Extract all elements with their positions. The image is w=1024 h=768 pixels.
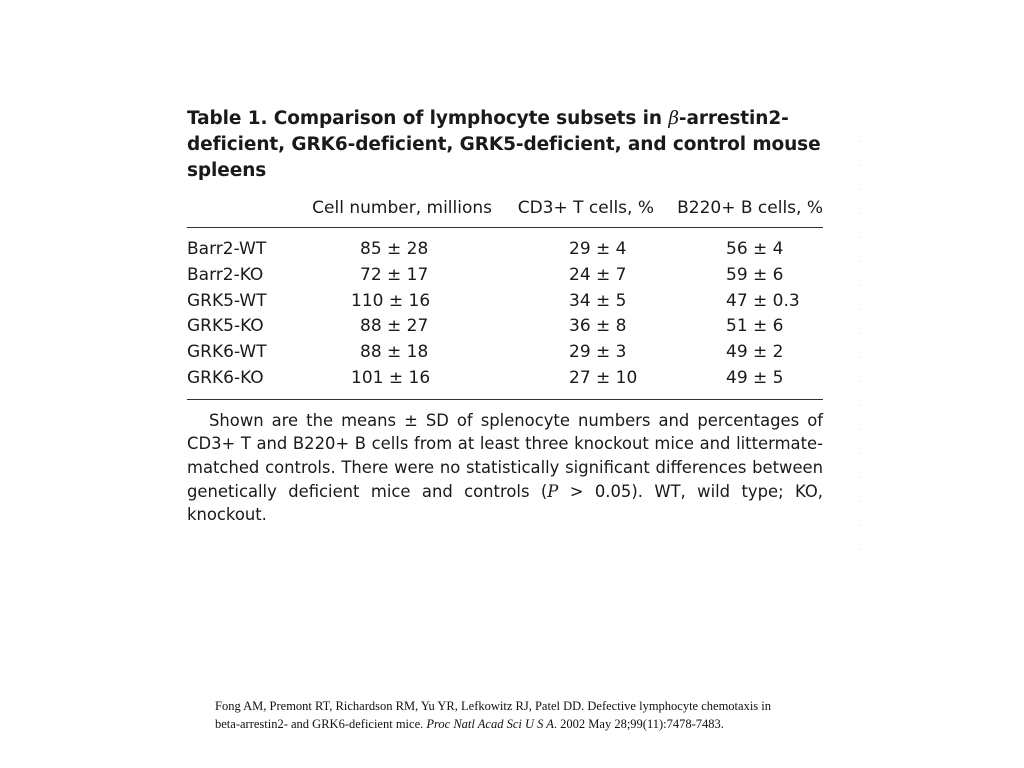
footnote-part2: > 0.05). WT, wild type; KO, knockout.	[187, 481, 823, 525]
table-row	[187, 366, 823, 399]
citation-journal: Proc Natl Acad Sci U S A	[426, 717, 554, 731]
cell-number-value: 110 ± 16	[351, 290, 431, 311]
row-label: GRK6-WT	[187, 342, 267, 363]
table-block	[187, 106, 823, 527]
cell-number-value: 88 ± 18	[360, 342, 429, 363]
row-label: Barr2-WT	[187, 239, 267, 259]
b220-value: 51 ± 6	[726, 316, 784, 337]
header-b220: B220+ B cells, %	[654, 198, 823, 228]
citation-details: . 2002 May 28;99(11):7478-7483.	[553, 717, 724, 731]
table-header-row	[187, 198, 823, 228]
cell-number-value: 88 ± 27	[360, 316, 429, 337]
row-label: GRK6-KO	[187, 366, 287, 399]
citation-authors-title: Fong AM, Premont RT, Richardson RM, Yu YR, Lefkowitz RJ, Patel DD. Defective lymphocyte chemotaxis in beta-arrestin2- and GRK6-deficient mice.	[215, 699, 772, 731]
footnote-p-symbol: P	[547, 481, 559, 501]
cell-number-value: 101 ± 16	[287, 366, 492, 399]
cell-number-value: 85 ± 28	[360, 239, 429, 259]
table-row	[187, 340, 823, 366]
cell-number-value: 72 ± 17	[360, 264, 429, 285]
b220-value: 56 ± 4	[726, 239, 784, 259]
header-cd3: CD3+ T cells, %	[492, 198, 654, 228]
cd3-value: 29 ± 3	[569, 342, 627, 363]
cd3-value: 27 ± 10	[492, 366, 654, 399]
header-cell-number: Cell number, millions	[287, 198, 492, 228]
b220-value: 49 ± 2	[726, 342, 784, 363]
cd3-value: 36 ± 8	[569, 316, 627, 337]
table-title-part1: Table 1. Comparison of lymphocyte subsets in	[187, 108, 669, 129]
table-row	[187, 228, 823, 263]
cd3-value: 29 ± 4	[569, 239, 627, 259]
table-footnote	[187, 409, 823, 527]
data-table	[187, 198, 823, 400]
row-label: GRK5-WT	[187, 290, 267, 311]
row-label: GRK5-KO	[187, 316, 264, 337]
b220-value: 49 ± 5	[654, 366, 823, 399]
b220-value: 59 ± 6	[726, 264, 784, 285]
header-label	[187, 198, 287, 228]
cd3-value: 34 ± 5	[569, 290, 627, 311]
table-row	[187, 263, 823, 289]
cd3-value: 24 ± 7	[569, 264, 627, 285]
b220-value: 47 ± 0.3	[726, 290, 800, 311]
beta-symbol: β	[668, 108, 679, 129]
footnote-part1: Shown are the means ± SD of splenocyte numbers and percentages of CD3+ T and B220+ B cells from at least three knockout mice and littermate-matched controls. There were no statistically significant differences between genetically deficient mice and controls (	[187, 410, 823, 501]
citation	[215, 697, 795, 733]
table-row	[187, 314, 823, 340]
table-row	[187, 289, 823, 315]
row-label: Barr2-KO	[187, 264, 264, 285]
scan-edge-artifact	[860, 140, 862, 560]
table-title-part2: -arrestin2-deficient, GRK6-deficient, GRK5-deficient, and control mouse spleens	[187, 108, 821, 181]
table-title	[187, 106, 823, 184]
